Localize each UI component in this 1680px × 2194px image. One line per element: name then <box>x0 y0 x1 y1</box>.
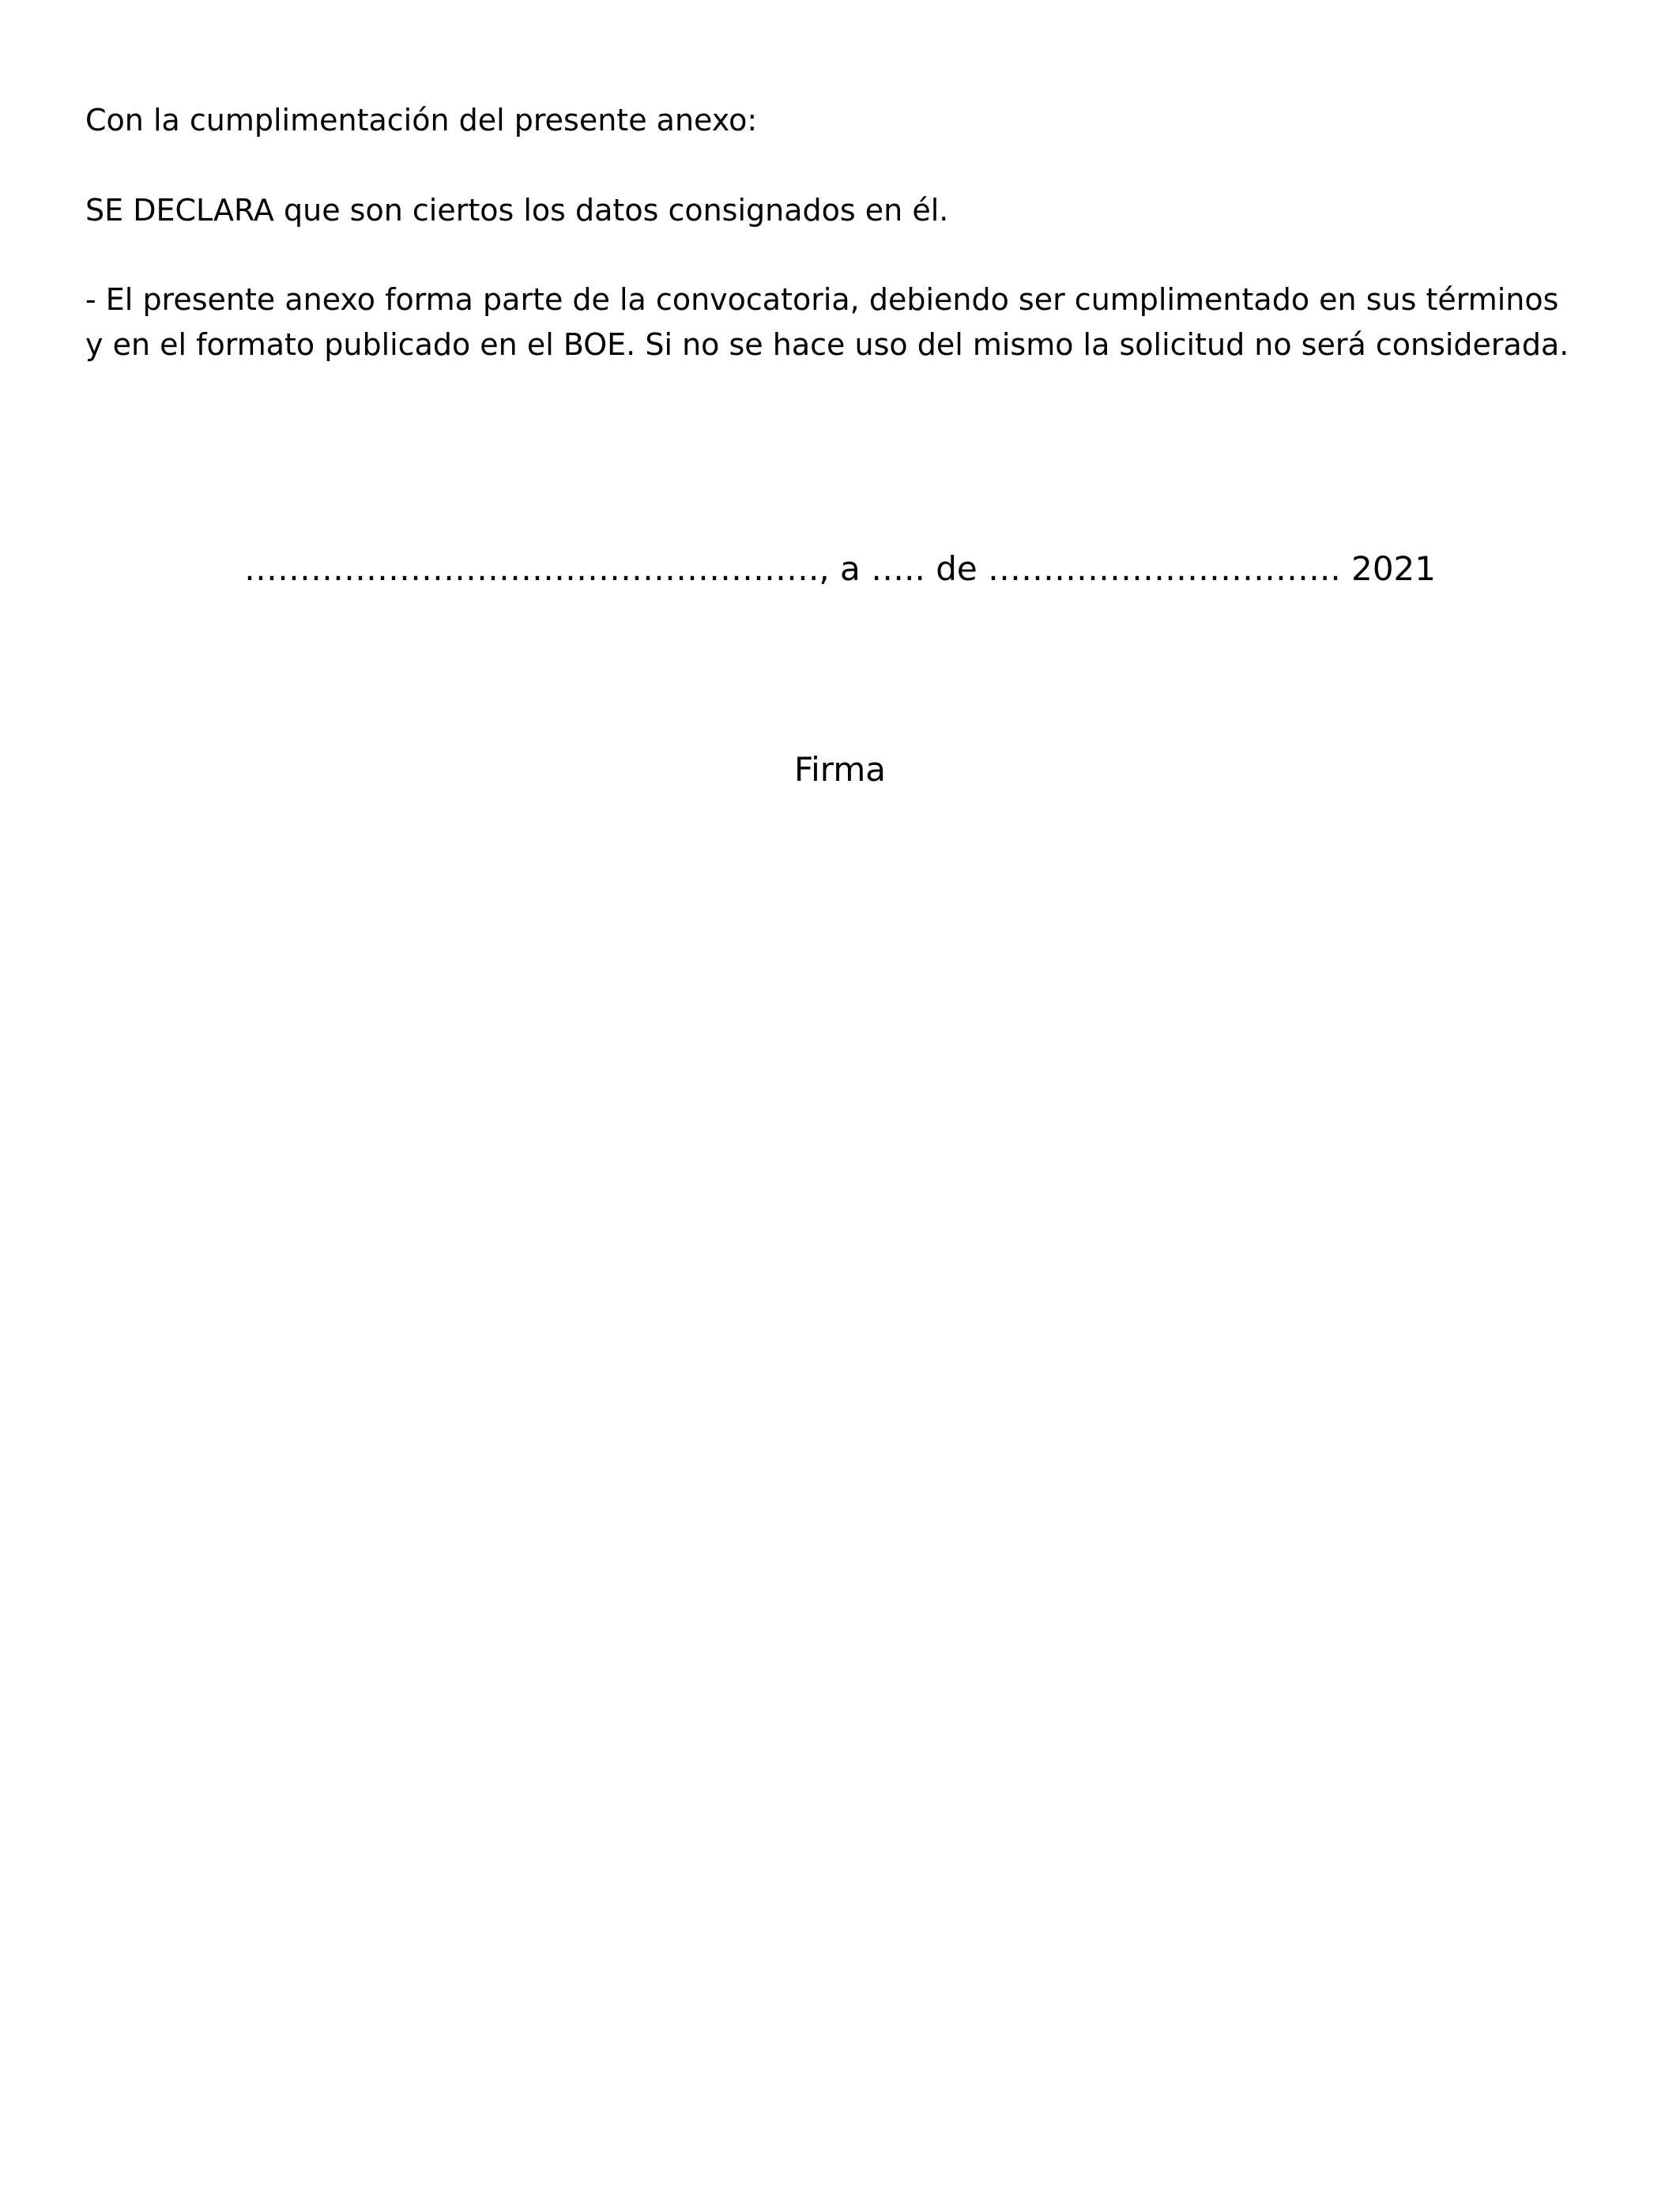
signature-label: Firma <box>794 750 886 789</box>
note-text-line-1: - El presente anexo forma parte de la convocatoria, debiendo ser cumplimentado en sus términos <box>85 282 1559 317</box>
note-text-line-2: y en el formato publicado en el BOE. Si no se hace uso del mismo la solicitud no será considerada. <box>85 327 1569 362</box>
declaration-text: SE DECLARA que son ciertos los datos consignados en él. <box>85 193 949 228</box>
intro-text: Con la cumplimentación del presente anexo: <box>85 103 758 138</box>
place-date-line: ……………………………………………., a ….. de ………………………….. 2021 <box>244 549 1436 588</box>
